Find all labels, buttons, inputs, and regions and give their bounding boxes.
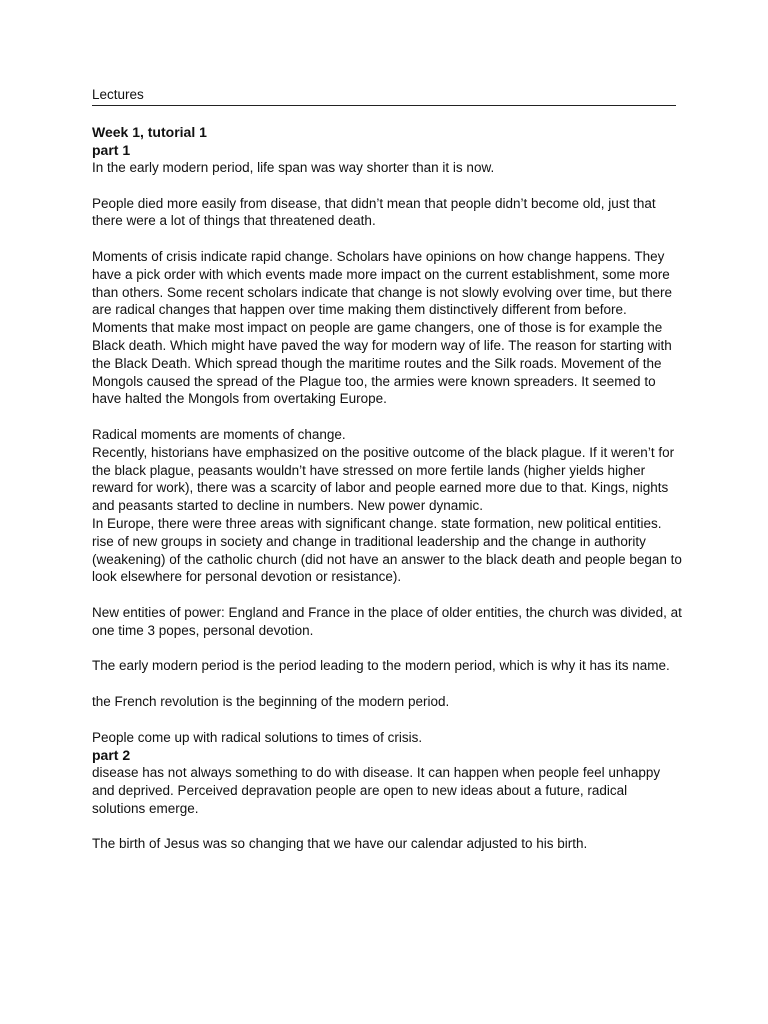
paragraph-9: disease has not always something to do with disease. It can happen when people feel unhappy and deprived. Perceived depravation people are open to new ideas about a future, radical solutions emerge.	[92, 765, 661, 816]
paragraph-2: People died more easily from disease, that didn’t mean that people didn’t become old, just that there were a lot of things that threatened death.	[92, 195, 656, 229]
spacer	[92, 230, 682, 248]
part2-heading: part 2	[92, 747, 131, 764]
spacer	[92, 675, 682, 693]
paragraph-4c: In Europe, there were three areas with significant change. state formation, new political entities. rise of new groups in society and change in traditional leadership and the change in authority (weakening) of the catholic church (did not have an answer to the black death and people began to look elsewhere for personal devotion or resistance).	[92, 515, 682, 585]
paragraph-6: The early modern period is the period leading to the modern period, which is why it has its name.	[92, 658, 670, 674]
header-label: Lectures	[92, 87, 144, 102]
spacer	[92, 408, 682, 426]
week-title: Week 1, tutorial 1	[92, 124, 207, 140]
part1-heading: part 1	[92, 142, 131, 158]
paragraph-4b: Recently, historians have emphasized on the positive outcome of the black plague. If it weren’t for the black plague, peasants wouldn’t have stressed on more fertile lands (higher yields higher reward for work), there was a scarcity of labor and people earned more due to that. Kings, nights and peasants started to decline in numbers. New power dynamic.	[92, 444, 675, 514]
spacer	[92, 711, 682, 729]
paragraph-8: People come up with radical solutions to times of crisis.	[92, 729, 423, 745]
spacer	[92, 177, 682, 195]
paragraph-5: New entities of power: England and France in the place of older entities, the church was divided, at one time 3 popes, personal devotion.	[92, 604, 682, 638]
page-header	[92, 86, 676, 106]
paragraph-1: In the early modern period, life span was way shorter than it is now.	[92, 160, 495, 175]
spacer	[92, 640, 682, 658]
paragraph-10: The birth of Jesus was so changing that we have our calendar adjusted to his birth.	[92, 836, 588, 852]
paragraph-4a: Radical moments are moments of change.	[92, 426, 346, 442]
spacer	[92, 818, 682, 836]
document-body	[92, 123, 682, 853]
paragraph-7: the French revolution is the beginning of the modern period.	[92, 693, 450, 709]
spacer	[92, 586, 682, 604]
paragraph-3: Moments of crisis indicate rapid change. Scholars have opinions on how change happens. They have a pick order with which events made more impact on the current establishment, some more than others. Some recent scholars indicate that change is not slowly evolving over time, but there are radical changes that happen over time making them distinctively different from before. Moments that make most impact on people are game changers, one of those is for example the Black death. Which might have paved the way for modern way of life. The reason for starting with the Black Death. Which spread though the maritime routes and the Silk roads. Movement of the Mongols caused the spread of the Plague too, the armies were known spreaders. It seemed to have halted the Mongols from overtaking Europe.	[92, 248, 673, 407]
